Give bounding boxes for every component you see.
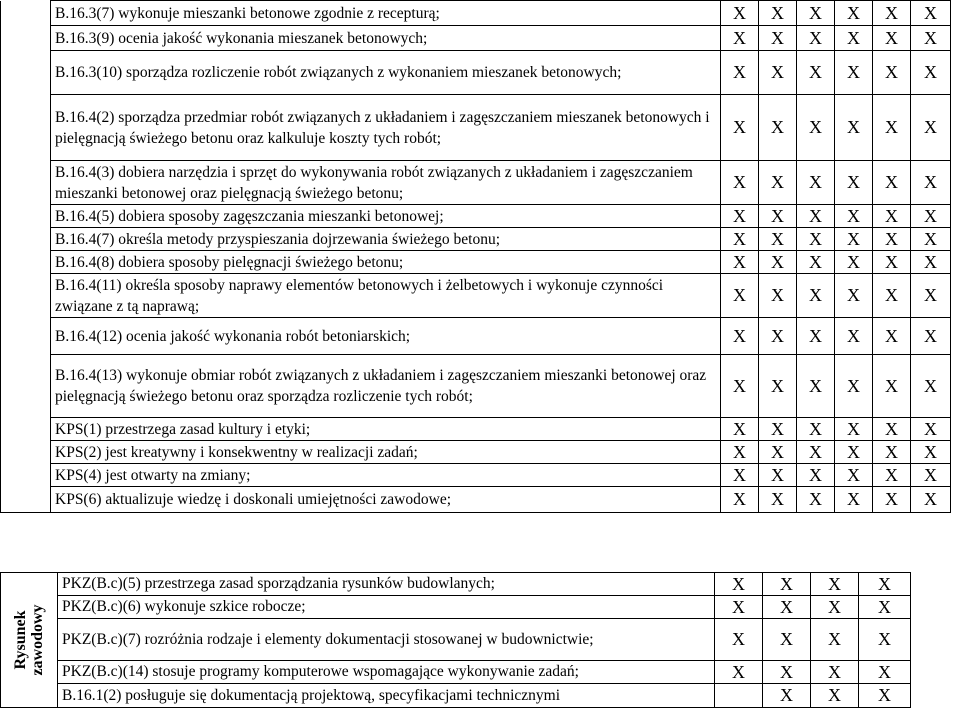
mark-cell: X bbox=[911, 355, 951, 418]
mark-cell: X bbox=[797, 205, 835, 228]
mark-cell: X bbox=[873, 95, 911, 161]
mark-cell: X bbox=[835, 355, 873, 418]
mark-cell: X bbox=[811, 596, 859, 619]
mark-cell: X bbox=[911, 441, 951, 464]
mark-cell: X bbox=[911, 95, 951, 161]
mark-cell: X bbox=[835, 51, 873, 95]
table-row bbox=[1, 274, 951, 318]
mark-cell: X bbox=[759, 205, 797, 228]
mark-cell: X bbox=[797, 355, 835, 418]
drawing-competency-table bbox=[0, 572, 911, 708]
mark-cell: X bbox=[797, 274, 835, 318]
table-row bbox=[1, 619, 911, 661]
requirement-text: B.16.4(11) określa sposoby naprawy elementów betonowych i żelbetowych i wykonuje czynności związane z tą naprawą; bbox=[51, 274, 721, 318]
mark-cell: X bbox=[721, 464, 759, 487]
mark-cell: X bbox=[873, 51, 911, 95]
requirement-text: PKZ(B.c)(14) stosuje programy komputerowe wspomagające wykonywanie zadań; bbox=[58, 661, 715, 684]
section-label-cell bbox=[1, 1, 51, 513]
mark-cell: X bbox=[759, 418, 797, 441]
mark-cell: X bbox=[873, 1, 911, 26]
table-row bbox=[1, 205, 951, 228]
mark-cell: X bbox=[715, 661, 763, 684]
mark-cell: X bbox=[721, 441, 759, 464]
requirement-text: B.16.4(13) wykonuje obmiar robót związanych z układaniem i zagęszczaniem mieszanki betonowej oraz pielęgnacją świeżego betonu oraz sporządza rozliczenie tych robót; bbox=[51, 355, 721, 418]
table-row bbox=[1, 26, 951, 51]
mark-cell: X bbox=[859, 619, 911, 661]
mark-cell: X bbox=[797, 95, 835, 161]
mark-cell: X bbox=[759, 274, 797, 318]
mark-cell: X bbox=[911, 51, 951, 95]
table-row bbox=[1, 573, 911, 596]
requirement-text: KPS(1) przestrzega zasad kultury i etyki; bbox=[51, 418, 721, 441]
mark-cell: X bbox=[721, 51, 759, 95]
mark-cell: X bbox=[759, 95, 797, 161]
mark-cell: X bbox=[759, 464, 797, 487]
mark-cell: X bbox=[721, 161, 759, 205]
mark-cell: X bbox=[873, 26, 911, 51]
mark-cell: X bbox=[873, 228, 911, 251]
mark-cell: X bbox=[835, 251, 873, 274]
mark-cell: X bbox=[873, 441, 911, 464]
mark-cell: X bbox=[873, 418, 911, 441]
section-label bbox=[12, 604, 46, 675]
table-row bbox=[1, 251, 951, 274]
mark-cell: X bbox=[873, 318, 911, 355]
mark-cell: X bbox=[721, 318, 759, 355]
mark-cell: X bbox=[873, 355, 911, 418]
mark-cell: X bbox=[911, 1, 951, 26]
mark-cell: X bbox=[835, 418, 873, 441]
requirement-text: KPS(6) aktualizuje wiedzę i doskonali umiejętności zawodowe; bbox=[51, 487, 721, 513]
requirement-text: PKZ(B.c)(7) rozróżnia rodzaje i elementy dokumentacji stosowanej w budownictwie; bbox=[58, 619, 715, 661]
mark-cell: X bbox=[721, 95, 759, 161]
mark-cell: X bbox=[759, 487, 797, 513]
mark-cell: X bbox=[797, 51, 835, 95]
table-row bbox=[1, 684, 911, 708]
mark-cell: X bbox=[873, 274, 911, 318]
mark-cell: X bbox=[811, 684, 859, 708]
mark-cell: X bbox=[721, 26, 759, 51]
mark-cell: X bbox=[759, 251, 797, 274]
mark-cell: X bbox=[721, 1, 759, 26]
mark-cell: X bbox=[911, 161, 951, 205]
mark-cell: X bbox=[911, 487, 951, 513]
requirement-text: B.16.1(2) posługuje się dokumentacją projektową, specyfikacjami technicznymi bbox=[58, 684, 715, 708]
mark-cell: X bbox=[835, 487, 873, 513]
mark-cell: X bbox=[873, 161, 911, 205]
mark-cell: X bbox=[763, 596, 811, 619]
mark-cell: X bbox=[759, 318, 797, 355]
mark-cell: X bbox=[835, 205, 873, 228]
mark-cell: X bbox=[811, 573, 859, 596]
mark-cell: X bbox=[763, 661, 811, 684]
mark-cell: X bbox=[835, 95, 873, 161]
mark-cell: X bbox=[797, 441, 835, 464]
mark-cell: X bbox=[763, 619, 811, 661]
table-row bbox=[1, 596, 911, 619]
mark-cell: X bbox=[797, 464, 835, 487]
mark-cell: X bbox=[721, 228, 759, 251]
mark-cell: X bbox=[873, 251, 911, 274]
requirement-text: B.16.3(10) sporządza rozliczenie robót związanych z wykonaniem mieszanek betonowych; bbox=[51, 51, 721, 95]
mark-cell: X bbox=[873, 487, 911, 513]
mark-cell: X bbox=[835, 1, 873, 26]
section-label-cell bbox=[1, 573, 58, 708]
mark-cell: X bbox=[797, 487, 835, 513]
table-row bbox=[1, 51, 951, 95]
mark-cell: X bbox=[873, 205, 911, 228]
requirement-text: B.16.3(9) ocenia jakość wykonania mieszanek betonowych; bbox=[51, 26, 721, 51]
table-row bbox=[1, 464, 951, 487]
mark-cell: X bbox=[811, 661, 859, 684]
requirement-text: B.16.4(5) dobiera sposoby zagęszczania mieszanki betonowej; bbox=[51, 205, 721, 228]
mark-cell: X bbox=[911, 205, 951, 228]
requirement-text: B.16.4(2) sporządza przedmiar robót związanych z układaniem i zagęszczaniem mieszanek betonowych i pielęgnacją świeżego betonu oraz kalkuluje koszty tych robót; bbox=[51, 95, 721, 161]
mark-cell: X bbox=[759, 355, 797, 418]
table-row bbox=[1, 1, 951, 26]
mark-cell: X bbox=[721, 274, 759, 318]
mark-cell: X bbox=[715, 573, 763, 596]
mark-cell: X bbox=[721, 205, 759, 228]
mark-cell bbox=[715, 684, 763, 708]
mark-cell: X bbox=[797, 418, 835, 441]
table-row bbox=[1, 418, 951, 441]
table-row bbox=[1, 661, 911, 684]
mark-cell: X bbox=[911, 26, 951, 51]
requirement-text: KPS(4) jest otwarty na zmiany; bbox=[51, 464, 721, 487]
requirement-text: B.16.4(3) dobiera narzędzia i sprzęt do wykonywania robót związanych z układaniem i zagęszczaniem mieszanki betonowej oraz pielęgnacją świeżego betonu; bbox=[51, 161, 721, 205]
mark-cell: X bbox=[759, 228, 797, 251]
mark-cell: X bbox=[811, 619, 859, 661]
mark-cell: X bbox=[759, 1, 797, 26]
mark-cell: X bbox=[763, 684, 811, 708]
mark-cell: X bbox=[911, 318, 951, 355]
mark-cell: X bbox=[911, 418, 951, 441]
mark-cell: X bbox=[873, 464, 911, 487]
mark-cell: X bbox=[835, 318, 873, 355]
mark-cell: X bbox=[835, 441, 873, 464]
requirement-text: PKZ(B.c)(6) wykonuje szkice robocze; bbox=[58, 596, 715, 619]
mark-cell: X bbox=[797, 26, 835, 51]
table-row bbox=[1, 318, 951, 355]
requirement-text: B.16.4(8) dobiera sposoby pielęgnacji świeżego betonu; bbox=[51, 251, 721, 274]
mark-cell: X bbox=[715, 596, 763, 619]
mark-cell: X bbox=[835, 161, 873, 205]
mark-cell: X bbox=[797, 1, 835, 26]
table-row bbox=[1, 355, 951, 418]
mark-cell: X bbox=[759, 441, 797, 464]
mark-cell: X bbox=[859, 596, 911, 619]
mark-cell: X bbox=[715, 619, 763, 661]
requirement-text: B.16.3(7) wykonuje mieszanki betonowe zgodnie z recepturą; bbox=[51, 1, 721, 26]
mark-cell: X bbox=[797, 228, 835, 251]
mark-cell: X bbox=[835, 26, 873, 51]
mark-cell: X bbox=[835, 228, 873, 251]
section-label-line1: Rysunek bbox=[12, 610, 29, 670]
mark-cell: X bbox=[797, 251, 835, 274]
mark-cell: X bbox=[721, 487, 759, 513]
requirement-text: B.16.4(12) ocenia jakość wykonania robót betoniarskich; bbox=[51, 318, 721, 355]
table-row bbox=[1, 487, 951, 513]
mark-cell: X bbox=[797, 318, 835, 355]
table-row bbox=[1, 441, 951, 464]
mark-cell: X bbox=[911, 464, 951, 487]
table-row bbox=[1, 95, 951, 161]
mark-cell: X bbox=[859, 661, 911, 684]
mark-cell: X bbox=[797, 161, 835, 205]
mark-cell: X bbox=[721, 251, 759, 274]
requirement-text: KPS(2) jest kreatywny i konsekwentny w realizacji zadań; bbox=[51, 441, 721, 464]
mark-cell: X bbox=[859, 573, 911, 596]
mark-cell: X bbox=[859, 684, 911, 708]
mark-cell: X bbox=[911, 228, 951, 251]
mark-cell: X bbox=[759, 161, 797, 205]
mark-cell: X bbox=[721, 418, 759, 441]
mark-cell: X bbox=[835, 464, 873, 487]
requirement-text: B.16.4(7) określa metody przyspieszania dojrzewania świeżego betonu; bbox=[51, 228, 721, 251]
table-row bbox=[1, 161, 951, 205]
section-label-line2: zawodowy bbox=[29, 604, 46, 676]
table-row bbox=[1, 228, 951, 251]
mark-cell: X bbox=[763, 573, 811, 596]
mark-cell: X bbox=[835, 274, 873, 318]
mark-cell: X bbox=[911, 274, 951, 318]
mark-cell: X bbox=[911, 251, 951, 274]
mark-cell: X bbox=[721, 355, 759, 418]
requirement-text: PKZ(B.c)(5) przestrzega zasad sporządzania rysunków budowlanych; bbox=[58, 573, 715, 596]
mark-cell: X bbox=[759, 51, 797, 95]
mark-cell: X bbox=[759, 26, 797, 51]
